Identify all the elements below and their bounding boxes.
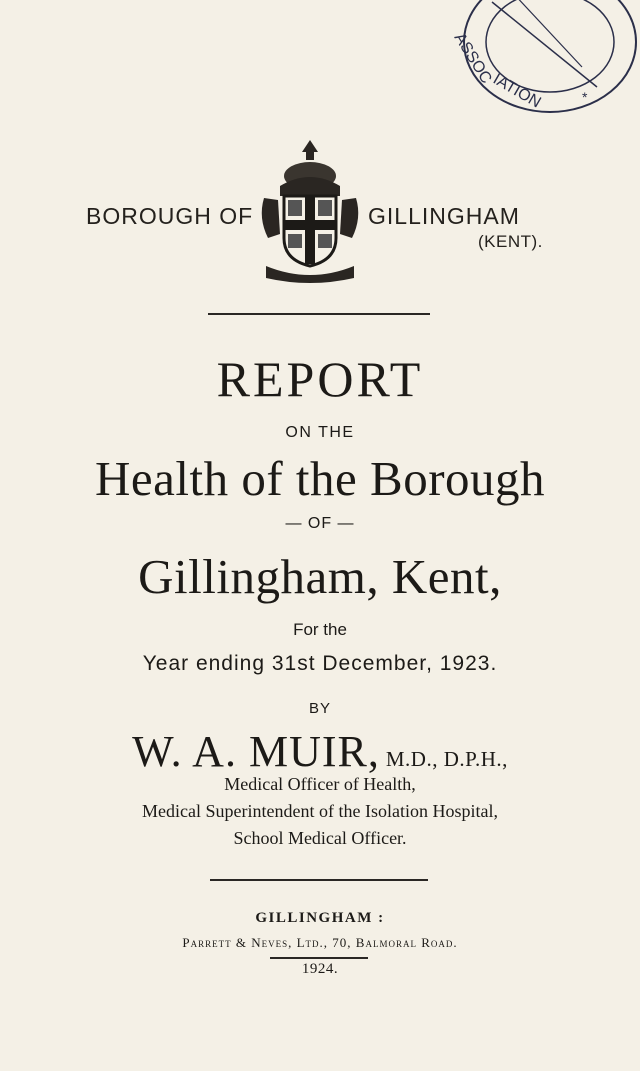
coat-of-arms-icon <box>258 138 362 286</box>
divider-rule <box>270 957 368 959</box>
header-gillingham: GILLINGHAM <box>368 203 520 229</box>
author-name: W. A. MUIR, <box>132 727 380 776</box>
author-line <box>0 726 640 777</box>
svg-text:*: * <box>582 89 588 105</box>
author-qualifications: M.D., D.P.H., <box>385 747 508 771</box>
author-role: Medical Officer of Health, <box>224 774 416 794</box>
print-year: 1924. <box>301 961 339 977</box>
title-report: REPORT <box>216 351 424 407</box>
author-role: Medical Superintendent of the Isolation Hospital, <box>142 801 498 821</box>
header-borough-of: BOROUGH OF <box>86 203 254 229</box>
printer-town: GILLINGHAM : <box>255 910 385 926</box>
author-by: BY <box>308 700 331 717</box>
title-on-the: ON THE <box>285 424 355 441</box>
title-of: — OF — <box>285 515 355 532</box>
title-year-line: Year ending 31st December, 1923. <box>142 652 498 675</box>
header-kent: (KENT). <box>478 232 543 251</box>
library-stamp-icon <box>432 0 640 132</box>
divider-rule <box>210 879 428 881</box>
author-role: School Medical Officer. <box>233 828 407 848</box>
title-for-the: For the <box>293 620 347 639</box>
title-health-of-borough: Health of the Borough <box>94 451 546 506</box>
divider-rule <box>208 313 430 315</box>
svg-text:IATION: IATION <box>490 70 544 112</box>
svg-text:ASSOC: ASSOC <box>450 30 495 87</box>
title-place: Gillingham, Kent, <box>138 549 502 604</box>
printer-name: Parrett & Neves, Ltd., 70, Balmoral Road. <box>182 935 458 950</box>
